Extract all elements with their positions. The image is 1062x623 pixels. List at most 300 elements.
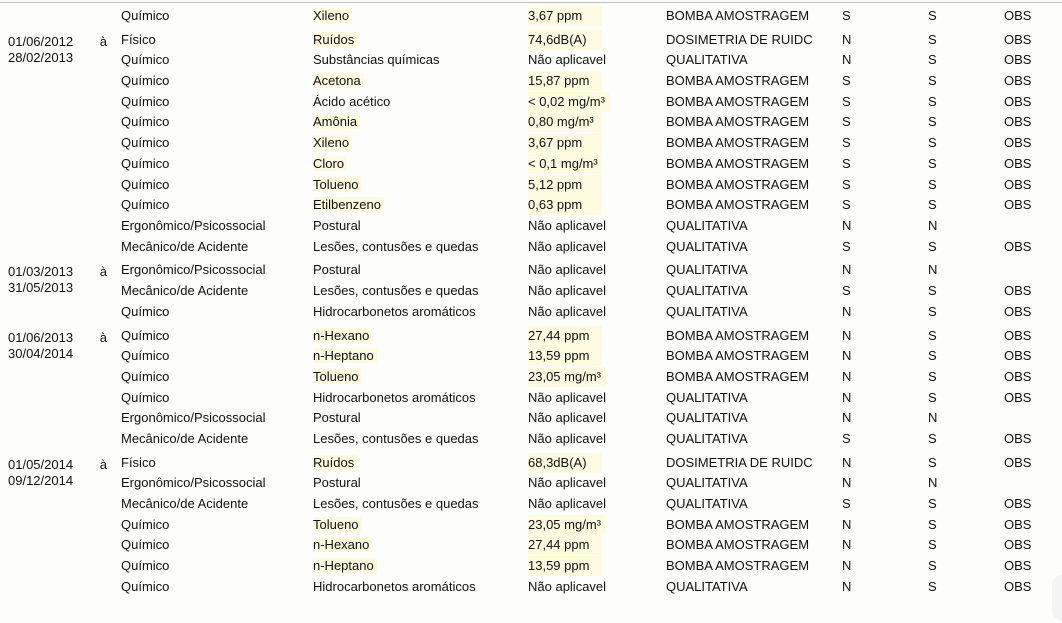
risk-type-cell — [121, 112, 309, 132]
risk-type-cell-text: Mecânico/de Acidente — [121, 238, 249, 254]
obs-cell — [1004, 577, 1044, 597]
measured-value-cell — [528, 577, 662, 597]
period-separator: à — [99, 456, 107, 472]
obs-cell — [1004, 92, 1044, 112]
measured-value-cell — [528, 473, 662, 493]
obs-cell — [1004, 556, 1044, 576]
risk-type-cell-text: Mecânico/de Acidente — [121, 283, 249, 299]
epc-cell-text: N — [842, 454, 852, 470]
risk-type-cell — [121, 326, 309, 346]
obs-cell-text: OBS — [1004, 238, 1032, 254]
period-start-date: 01/03/2013 — [8, 264, 74, 280]
epc-cell — [842, 367, 856, 387]
obs-cell — [1004, 71, 1044, 91]
obs-cell-text: OBS — [1004, 197, 1032, 213]
measured-value-cell — [528, 453, 662, 473]
technique-cell — [666, 92, 846, 112]
page-edge-shadow — [1052, 575, 1062, 621]
obs-cell — [1004, 429, 1044, 449]
table-row — [0, 50, 1062, 70]
agent-cell — [313, 92, 525, 112]
measured-value-cell-text: 23,05 mg/m³ — [528, 515, 605, 535]
epi-cell-text: S — [928, 348, 937, 364]
period-separator: à — [99, 329, 107, 345]
epi-cell-text: S — [928, 516, 937, 532]
technique-cell-text: BOMBA AMOSTRAGEM — [666, 8, 810, 23]
obs-cell-text: OBS — [1004, 348, 1032, 364]
risk-type-cell-text: Químico — [121, 578, 170, 594]
agent-cell-text: Hidrocarbonetos aromáticos — [313, 389, 476, 405]
technique-cell — [666, 494, 846, 514]
agent-cell — [313, 6, 525, 26]
epc-cell-text: S — [842, 238, 851, 254]
technique-cell — [666, 473, 846, 493]
risk-type-cell — [121, 346, 309, 366]
epi-cell — [928, 195, 942, 215]
obs-cell — [1004, 326, 1044, 346]
epc-cell-text: N — [842, 327, 852, 343]
risk-type-cell — [121, 50, 309, 70]
measured-value-cell — [528, 281, 662, 301]
epi-cell-text: S — [928, 114, 937, 130]
measured-value-cell-text: 13,59 ppm — [528, 556, 602, 576]
agent-cell-text: Acetona — [313, 73, 364, 88]
technique-cell-text: QUALITATIVA — [666, 475, 748, 491]
epi-cell — [928, 326, 942, 346]
epc-cell-text: S — [842, 496, 851, 512]
risk-type-cell — [121, 216, 309, 236]
risk-type-cell — [121, 515, 309, 535]
obs-cell-text: OBS — [1004, 135, 1032, 151]
measured-value-cell — [528, 92, 662, 112]
epc-cell — [842, 429, 856, 449]
measured-value-cell — [528, 112, 662, 132]
epi-cell — [928, 71, 942, 91]
epc-cell — [842, 388, 856, 408]
epc-cell-text: N — [842, 389, 852, 405]
epi-cell-text: S — [928, 31, 937, 47]
agent-cell-text: Substâncias químicas — [313, 52, 440, 68]
risk-type-cell-text: Químico — [121, 348, 170, 364]
measured-value-cell-text: Não aplicavel — [528, 283, 607, 299]
risk-type-cell-text: Químico — [121, 176, 170, 192]
table-row — [0, 515, 1062, 535]
epi-cell-text: N — [928, 475, 938, 491]
agent-cell-text: Etilbenzeno — [313, 197, 384, 212]
obs-cell-text: OBS — [1004, 8, 1032, 23]
measured-value-cell-text: 3,67 ppm — [528, 133, 602, 153]
epi-cell — [928, 556, 942, 576]
measured-value-cell-text: Não aplicavel — [528, 262, 607, 278]
obs-cell-text: OBS — [1004, 389, 1032, 405]
epc-cell-text: N — [842, 303, 852, 319]
period-end-date: 31/05/2013 — [8, 280, 74, 296]
agent-cell-text: Postural — [313, 475, 361, 491]
agent-cell-text: n-Heptano — [313, 348, 377, 363]
epc-cell-text: N — [842, 31, 852, 47]
table-row — [0, 281, 1062, 301]
risk-type-cell-text: Físico — [121, 454, 156, 470]
technique-cell — [666, 453, 846, 473]
technique-cell-text: DOSIMETRIA DE RUIDC — [666, 31, 813, 47]
epc-cell-text: S — [842, 155, 851, 171]
risk-type-cell — [121, 367, 309, 387]
obs-cell-text: OBS — [1004, 73, 1032, 89]
technique-cell — [666, 175, 846, 195]
technique-cell — [666, 515, 846, 535]
table-row — [0, 473, 1062, 493]
agent-cell — [313, 71, 525, 91]
technique-cell-text: BOMBA AMOSTRAGEM — [666, 155, 810, 171]
obs-cell-text: OBS — [1004, 496, 1032, 512]
technique-cell — [666, 133, 846, 153]
epc-cell — [842, 494, 856, 514]
agent-cell — [313, 577, 525, 597]
epc-cell — [842, 408, 856, 428]
period-start-date: 01/06/2012 — [8, 33, 74, 49]
epi-cell-text: S — [928, 52, 937, 68]
agent-cell — [313, 237, 525, 257]
risk-type-cell-text: Químico — [121, 197, 170, 213]
obs-cell — [1004, 453, 1044, 473]
risk-type-cell-text: Ergonômico/Psicossocial — [121, 410, 266, 426]
epi-cell-text: S — [928, 431, 937, 446]
epc-cell-text: N — [842, 368, 852, 384]
epi-cell — [928, 6, 942, 26]
table-row — [0, 429, 1062, 449]
epi-cell — [928, 302, 942, 322]
epc-cell — [842, 260, 856, 280]
measured-value-cell — [528, 302, 662, 322]
risk-type-cell-text: Químico — [121, 93, 170, 109]
agent-cell-text: Ácido acético — [313, 93, 391, 109]
measured-value-cell — [528, 175, 662, 195]
epi-cell — [928, 494, 942, 514]
risk-type-cell — [121, 237, 309, 257]
table-row — [0, 556, 1062, 576]
epi-cell-text: S — [928, 197, 937, 213]
epi-cell — [928, 216, 942, 236]
epi-cell — [928, 515, 942, 535]
technique-cell-text: QUALITATIVA — [666, 303, 748, 319]
epc-cell-text: S — [842, 93, 851, 109]
agent-cell-text: Tolueno — [313, 369, 362, 384]
obs-cell — [1004, 175, 1044, 195]
epi-cell — [928, 50, 942, 70]
epc-cell — [842, 515, 856, 535]
epc-cell — [842, 556, 856, 576]
measured-value-cell-text: 15,87 ppm — [528, 71, 602, 91]
measured-value-cell — [528, 154, 662, 174]
agent-cell — [313, 260, 525, 280]
measured-value-cell — [528, 326, 662, 346]
measured-value-cell-text: 3,67 ppm — [528, 6, 602, 26]
epi-cell-text: S — [928, 135, 937, 151]
epc-cell-text: N — [842, 348, 852, 364]
epi-cell — [928, 260, 942, 280]
risk-type-cell-text: Químico — [121, 155, 170, 171]
risk-type-cell — [121, 388, 309, 408]
obs-cell-text: OBS — [1004, 93, 1032, 109]
risk-type-cell-text: Químico — [121, 114, 170, 130]
measured-value-cell-text: 0,63 ppm — [528, 195, 602, 215]
epi-cell-text: S — [928, 8, 937, 23]
agent-cell — [313, 175, 525, 195]
epc-cell — [842, 6, 856, 26]
agent-cell — [313, 408, 525, 428]
epc-cell-text: S — [842, 197, 851, 213]
technique-cell-text: BOMBA AMOSTRAGEM — [666, 368, 810, 384]
risk-type-cell-text: Ergonômico/Psicossocial — [121, 475, 266, 491]
epi-cell-text: S — [928, 537, 937, 553]
technique-cell-text: BOMBA AMOSTRAGEM — [666, 348, 810, 364]
technique-cell — [666, 237, 846, 257]
technique-cell-text: BOMBA AMOSTRAGEM — [666, 537, 810, 553]
agent-cell-text: n-Hexano — [313, 328, 372, 343]
epc-cell — [842, 302, 856, 322]
period-separator: à — [99, 33, 107, 49]
technique-cell-text: BOMBA AMOSTRAGEM — [666, 176, 810, 192]
technique-cell — [666, 556, 846, 576]
risk-type-cell-text: Ergonômico/Psicossocial — [121, 262, 266, 278]
risk-type-cell — [121, 302, 309, 322]
table-row — [0, 133, 1062, 153]
technique-cell — [666, 346, 846, 366]
obs-cell-text: OBS — [1004, 114, 1032, 130]
risk-type-cell-text: Físico — [121, 31, 156, 47]
technique-cell — [666, 6, 846, 26]
epi-cell — [928, 154, 942, 174]
obs-cell — [1004, 494, 1044, 514]
obs-cell — [1004, 154, 1044, 174]
epi-cell-text: S — [928, 283, 937, 299]
technique-cell — [666, 112, 846, 132]
risk-type-cell-text: Químico — [121, 73, 170, 89]
obs-cell — [1004, 6, 1044, 26]
top-rule — [0, 2, 1062, 3]
epi-cell-text: S — [928, 303, 937, 319]
epc-cell — [842, 195, 856, 215]
measured-value-cell — [528, 195, 662, 215]
obs-cell-text: OBS — [1004, 52, 1032, 68]
epi-cell-text: S — [928, 176, 937, 192]
epc-cell-text: S — [842, 431, 851, 446]
agent-cell-text: Tolueno — [313, 177, 362, 192]
risk-type-cell-text: Químico — [121, 303, 170, 319]
risk-type-cell-text: Químico — [121, 52, 170, 68]
table-row — [0, 175, 1062, 195]
epc-cell-text: N — [842, 558, 852, 574]
agent-cell — [313, 30, 525, 50]
risk-type-cell-text: Químico — [121, 368, 170, 384]
epi-cell-text: S — [928, 93, 937, 109]
epi-cell-text: N — [928, 262, 938, 278]
obs-cell — [1004, 346, 1044, 366]
risk-type-cell-text: Químico — [121, 537, 170, 553]
obs-cell-text: OBS — [1004, 516, 1032, 532]
epc-cell-text: S — [842, 114, 851, 130]
risk-type-cell — [121, 473, 309, 493]
agent-cell-text: Postural — [313, 262, 361, 278]
technique-cell-text: BOMBA AMOSTRAGEM — [666, 114, 810, 130]
table-row — [0, 388, 1062, 408]
measured-value-cell — [528, 346, 662, 366]
risk-type-cell-text: Mecânico/de Acidente — [121, 496, 249, 512]
table-row — [0, 154, 1062, 174]
technique-cell-text: QUALITATIVA — [666, 496, 748, 512]
epi-cell — [928, 30, 942, 50]
measured-value-cell — [528, 429, 662, 449]
table-row — [0, 494, 1062, 514]
obs-cell-text: OBS — [1004, 578, 1032, 594]
technique-cell — [666, 154, 846, 174]
agent-cell — [313, 302, 525, 322]
epi-cell-text: S — [928, 496, 937, 512]
technique-cell-text: QUALITATIVA — [666, 431, 748, 446]
obs-cell — [1004, 112, 1044, 132]
agent-cell-text: Cloro — [313, 156, 347, 171]
measured-value-cell-text: 0,80 mg/m³ — [528, 112, 602, 132]
agent-cell — [313, 216, 525, 236]
measured-value-cell — [528, 408, 662, 428]
measured-value-cell-text: 27,44 ppm — [528, 326, 602, 346]
epc-cell — [842, 346, 856, 366]
technique-cell-text: DOSIMETRIA DE RUIDC — [666, 454, 813, 470]
epc-cell-text: N — [842, 516, 852, 532]
measured-value-cell — [528, 71, 662, 91]
period-group — [0, 6, 1062, 27]
epi-cell — [928, 453, 942, 473]
epi-cell-text: S — [928, 73, 937, 89]
measured-value-cell-text: Não aplicavel — [528, 389, 607, 405]
period-end-date: 30/04/2014 — [8, 345, 74, 361]
measured-value-cell — [528, 260, 662, 280]
table-row — [0, 302, 1062, 322]
measured-value-cell-text: Não aplicavel — [528, 578, 607, 594]
table-row — [0, 346, 1062, 366]
measured-value-cell — [528, 535, 662, 555]
measured-value-cell-text: Não aplicavel — [528, 52, 607, 68]
epi-cell-text: S — [928, 389, 937, 405]
epc-cell-text: N — [842, 475, 852, 491]
table-row — [0, 367, 1062, 387]
risk-type-cell — [121, 281, 309, 301]
measured-value-cell-text: Não aplicavel — [528, 475, 607, 491]
obs-cell — [1004, 133, 1044, 153]
technique-cell — [666, 71, 846, 91]
obs-cell — [1004, 30, 1044, 50]
measured-value-cell — [528, 50, 662, 70]
period-group — [0, 326, 1062, 450]
measured-value-cell-text: Não aplicavel — [528, 303, 607, 319]
measured-value-cell — [528, 237, 662, 257]
table-row — [0, 6, 1062, 26]
technique-cell-text: QUALITATIVA — [666, 217, 748, 233]
technique-cell — [666, 195, 846, 215]
technique-cell — [666, 260, 846, 280]
measured-value-cell-text: Não aplicavel — [528, 410, 607, 426]
risk-type-cell-text: Químico — [121, 389, 170, 405]
epc-cell — [842, 154, 856, 174]
technique-cell-text: BOMBA AMOSTRAGEM — [666, 93, 810, 109]
risk-type-cell — [121, 175, 309, 195]
epc-cell-text: N — [842, 52, 852, 68]
epi-cell-text: N — [928, 217, 938, 233]
epc-cell — [842, 216, 856, 236]
technique-cell-text: QUALITATIVA — [666, 238, 748, 254]
technique-cell — [666, 388, 846, 408]
technique-cell — [666, 30, 846, 50]
risk-type-cell-text: Químico — [121, 558, 170, 574]
obs-cell-text: OBS — [1004, 327, 1032, 343]
agent-cell — [313, 195, 525, 215]
risk-type-cell — [121, 6, 309, 26]
agent-cell — [313, 133, 525, 153]
agent-cell-text: Tolueno — [313, 517, 362, 532]
epc-cell-text: N — [842, 217, 852, 233]
measured-value-cell — [528, 6, 662, 26]
technique-cell — [666, 577, 846, 597]
agent-cell — [313, 326, 525, 346]
table-row — [0, 237, 1062, 257]
epc-cell — [842, 92, 856, 112]
epi-cell — [928, 92, 942, 112]
agent-cell — [313, 112, 525, 132]
risk-type-cell — [121, 154, 309, 174]
technique-cell — [666, 429, 846, 449]
agent-cell — [313, 50, 525, 70]
risk-type-cell — [121, 195, 309, 215]
agent-cell-text: Ruídos — [313, 455, 357, 470]
technique-cell-text: BOMBA AMOSTRAGEM — [666, 135, 810, 151]
measured-value-cell-text: 5,12 ppm — [528, 175, 602, 195]
agent-cell-text: Hidrocarbonetos aromáticos — [313, 578, 476, 594]
epi-cell — [928, 112, 942, 132]
period-start-date: 01/06/2013 — [8, 329, 74, 345]
technique-cell-text: QUALITATIVA — [666, 389, 748, 405]
epi-cell — [928, 133, 942, 153]
epi-cell-text: S — [928, 238, 937, 254]
technique-cell-text: BOMBA AMOSTRAGEM — [666, 327, 810, 343]
obs-cell-text: OBS — [1004, 558, 1032, 574]
epc-cell-text: S — [842, 283, 851, 299]
agent-cell — [313, 515, 525, 535]
technique-cell — [666, 216, 846, 236]
obs-cell — [1004, 367, 1044, 387]
risk-type-cell — [121, 30, 309, 50]
obs-cell-text: OBS — [1004, 303, 1032, 319]
epi-cell — [928, 535, 942, 555]
agent-cell-text: Lesões, contusões e quedas — [313, 496, 479, 512]
table-row — [0, 326, 1062, 346]
measured-value-cell-text: 74,6dB(A) — [528, 30, 602, 50]
agent-cell-text: Xileno — [313, 8, 352, 23]
epc-cell-text: S — [842, 73, 851, 89]
risk-type-cell — [121, 133, 309, 153]
epc-cell — [842, 50, 856, 70]
technique-cell — [666, 302, 846, 322]
period-end-date: 28/02/2013 — [8, 49, 74, 65]
measured-value-cell — [528, 494, 662, 514]
epc-cell — [842, 30, 856, 50]
obs-cell-text: OBS — [1004, 537, 1032, 553]
epc-cell — [842, 175, 856, 195]
obs-cell-text: OBS — [1004, 155, 1032, 171]
measured-value-cell — [528, 216, 662, 236]
obs-cell — [1004, 535, 1044, 555]
epc-cell — [842, 71, 856, 91]
table-row — [0, 71, 1062, 91]
